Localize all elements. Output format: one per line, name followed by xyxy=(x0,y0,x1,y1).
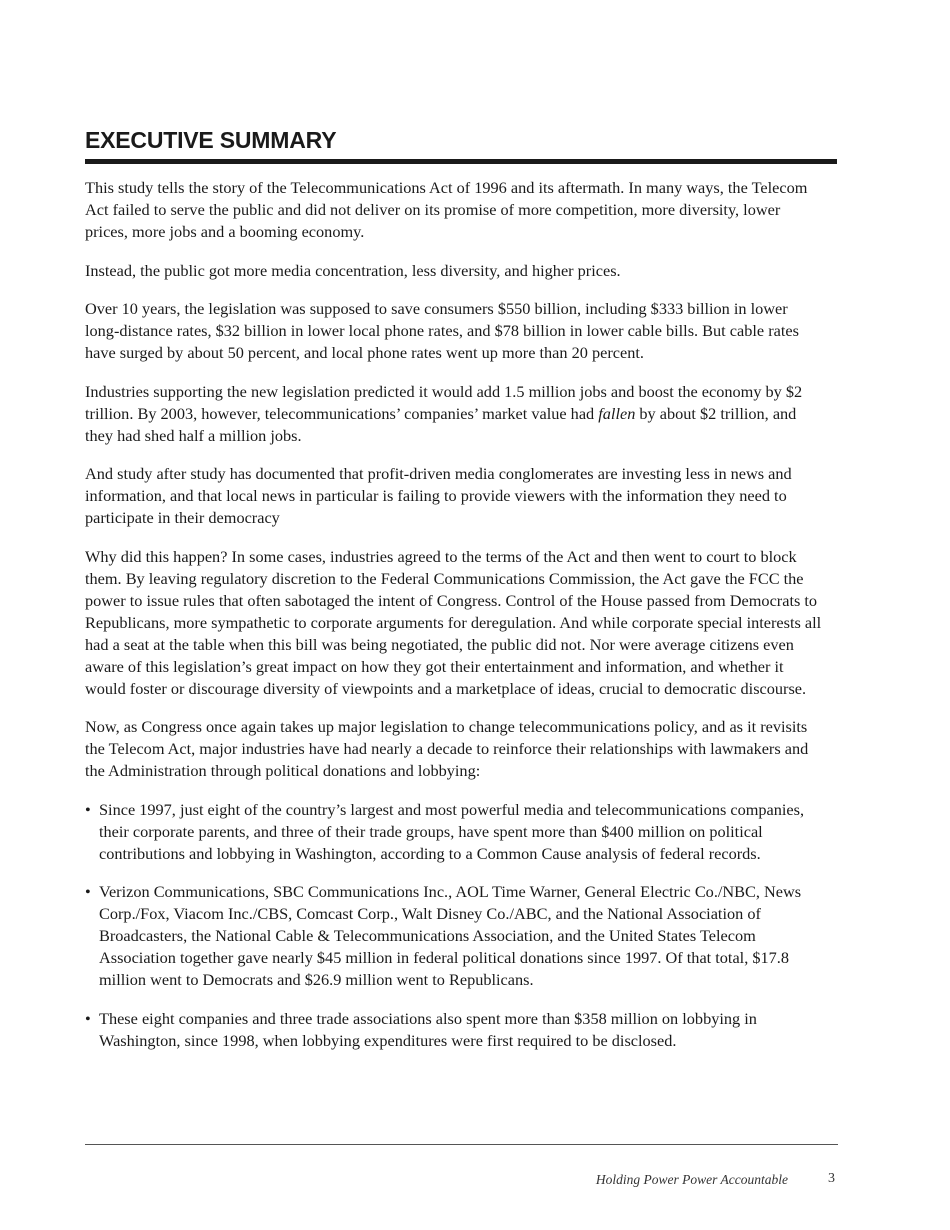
page-title: EXECUTIVE SUMMARY xyxy=(85,127,337,153)
paragraph-jobs-text-after: by about $2 trillion, and they had shed half a million jobs. xyxy=(85,403,797,445)
bullet-text: These eight companies and three trade associations also spent more than $358 million on lobbying in Washington, since 1998, when lobbying expenditures were first required to be disclosed. xyxy=(99,1008,757,1050)
document-body xyxy=(85,177,825,1068)
paragraph-jobs xyxy=(85,381,825,447)
bullet-item xyxy=(85,799,825,865)
paragraph-instead: Instead, the public got more media concentration, less diversity, and higher prices. xyxy=(85,260,621,280)
bullet-list xyxy=(85,799,825,1052)
paragraph-now: Now, as Congress once again takes up major legislation to change telecommunications policy, and as it revisits the Telecom Act, major industries have had nearly a decade to reinforce their relationships with lawmakers and the Administration through political donations and lobbying: xyxy=(85,717,809,780)
title-divider xyxy=(85,159,837,164)
bullet-marker: • xyxy=(85,882,91,901)
paragraph-why: Why did this happen? In some cases, industries agreed to the terms of the Act and then went to court to block them. By leaving regulatory discretion to the Federal Communications Commission, the Act gave the FCC the power to issue rules that often sabotaged the intent of Congress. Control of the House passed from Democrats to Republicans, more sympathetic to corporate arguments for deregulation. And while corporate special interests all had a seat at the table when this bill was being negotiated, the public did not. Nor were average citizens even aware of this legislation’s great impact on how they got their entertainment and information, and whether it would foster or discourage diversity of viewpoints and a marketplace of ideas, crucial to democratic discourse. xyxy=(85,546,822,698)
page-number: 3 xyxy=(828,1171,835,1186)
bullet-item xyxy=(85,881,825,991)
paragraph-savings: Over 10 years, the legislation was supposed to save consumers $550 billion, including $333 billion in lower long-distance rates, $32 billion in lower local phone rates, and $78 billion in lower cable bills. But cable rates have surged by about 50 percent, and local phone rates went up more than 20 percent. xyxy=(85,299,799,362)
paragraph-jobs-emphasis: fallen xyxy=(598,403,636,423)
paragraph-jobs-text-before: Industries supporting the new legislation predicted it would add 1.5 million jobs and boost the economy by $2 trillion. By 2003, however, telecommunications’ companies’ market value had xyxy=(85,381,803,423)
footer-divider xyxy=(85,1144,838,1145)
paragraph-news: And study after study has documented that profit-driven media conglomerates are investing less in news and information, and that local news in particular is failing to provide viewers with the information they need to participate in their democracy xyxy=(85,464,792,527)
bullet-item xyxy=(85,1008,825,1052)
paragraph-intro: This study tells the story of the Telecommunications Act of 1996 and its aftermath. In many ways, the Telecom Act failed to serve the public and did not deliver on its promise of more competition, more diversity, lower prices, more jobs and a booming economy. xyxy=(85,178,808,241)
bullet-text: Verizon Communications, SBC Communications Inc., AOL Time Warner, General Electric Co./NBC, News Corp./Fox, Viacom Inc./CBS, Comcast Corp., Walt Disney Co./ABC, and the National Association of Broadcasters, the National Cable & Telecommunications Association, and the United States Telecom Association together gave nearly $45 million in federal political donations since 1997. Of that total, $17.8 million went to Democrats and $26.9 million went to Republicans. xyxy=(99,882,802,989)
bullet-marker: • xyxy=(85,799,91,819)
footer-publication-title: Holding Power Power Accountable xyxy=(595,1172,788,1187)
bullet-text: Since 1997, just eight of the country’s largest and most powerful media and telecommunications companies, their corporate parents, and three of their trade groups, have spent more than $400 million on political contributions and lobbying in Washington, according to a Common Cause analysis of federal records. xyxy=(99,799,805,863)
bullet-marker: • xyxy=(85,1008,91,1028)
